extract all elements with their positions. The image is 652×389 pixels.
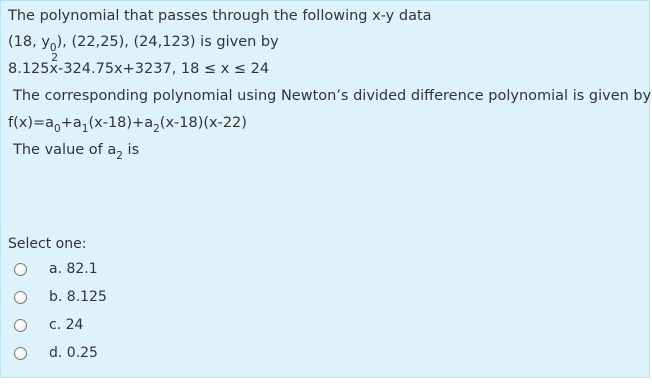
a2-subscript-prompt: 2	[116, 150, 123, 162]
polynomial-remainder: -324.75x+3237, 18 ≤ x ≤ 24	[58, 61, 270, 77]
question-line-1-text: The polynomial that passes through the following x-y data	[8, 8, 432, 24]
a2-subscript: 2	[153, 123, 160, 135]
newton-poly-part-1: f(x)=a	[8, 115, 55, 131]
answer-option-c-label[interactable]: c. 24	[49, 317, 84, 333]
polynomial-term: 8.125x	[8, 61, 59, 77]
data-point-suffix: ), (22,25), (24,123) is given by	[56, 34, 279, 50]
polynomial-exponent: 2	[51, 51, 59, 64]
radio-button-c[interactable]	[14, 319, 27, 332]
polynomial-leading-term	[8, 51, 59, 78]
answer-option-a[interactable]	[1, 260, 301, 280]
answer-option-d[interactable]	[1, 344, 301, 364]
question-prompt-part-2: is	[122, 142, 140, 158]
y-subscript: 0	[49, 42, 57, 54]
question-text-line-3	[8, 51, 270, 78]
answer-option-b-label[interactable]: b. 8.125	[49, 289, 107, 305]
select-one-label: Select one:	[8, 236, 87, 252]
radio-button-a[interactable]	[14, 263, 27, 276]
question-text-line-4	[13, 87, 651, 105]
answer-option-b[interactable]	[1, 288, 301, 308]
newton-poly-part-4: (x-18)(x-22)	[159, 115, 247, 131]
question-line-4-text: The corresponding polynomial using Newton’s divided difference polynomial is given by	[13, 88, 652, 104]
answer-option-d-label[interactable]: d. 0.25	[49, 345, 98, 361]
a1-subscript: 1	[81, 123, 89, 135]
data-point-prefix: (18, y	[8, 34, 50, 50]
radio-button-d[interactable]	[14, 347, 27, 360]
answer-option-c[interactable]	[1, 316, 301, 336]
question-text-line-6	[13, 141, 139, 160]
question-text-line-1	[8, 7, 432, 25]
newton-poly-part-3: (x-18)+a	[88, 115, 154, 131]
question-text-line-5	[8, 114, 247, 133]
radio-button-b[interactable]	[14, 291, 27, 304]
a0-subscript: 0	[54, 123, 61, 135]
answer-option-a-label[interactable]: a. 82.1	[49, 261, 98, 277]
newton-poly-part-2: +a	[60, 115, 82, 131]
question-prompt-part-1: The value of a	[13, 142, 117, 158]
